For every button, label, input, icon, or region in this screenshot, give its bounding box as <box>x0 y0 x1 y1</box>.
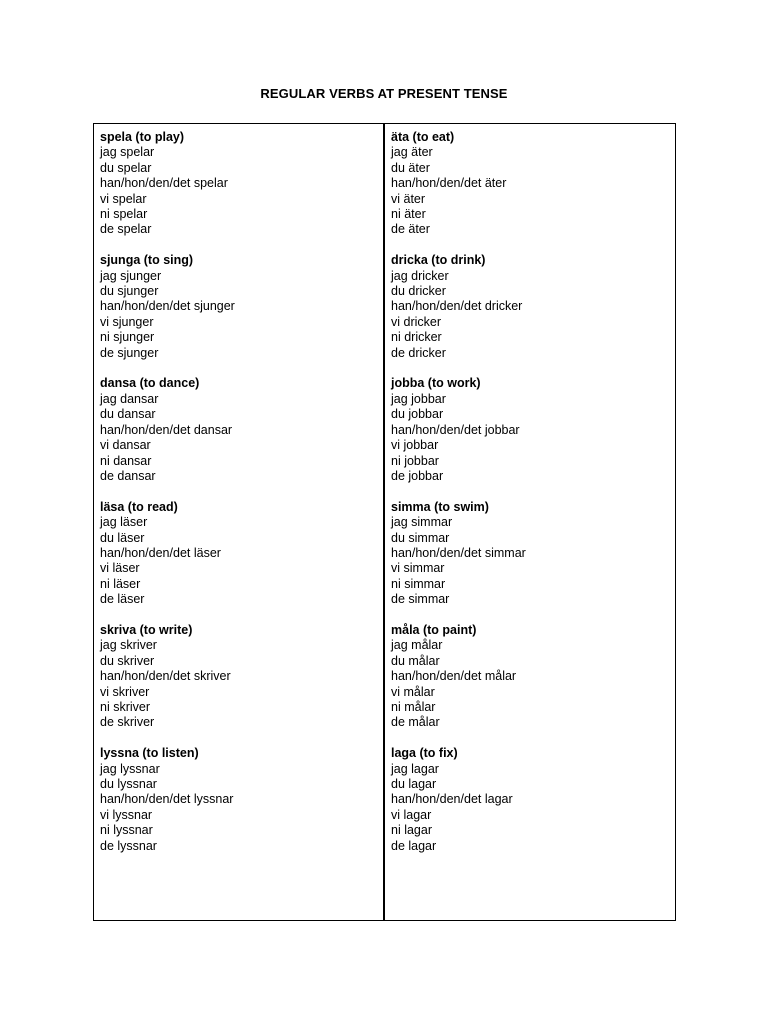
conjugation-line: ni målar <box>391 699 436 714</box>
verb-block <box>100 623 383 731</box>
conjugation-line: vi skriver <box>100 684 150 699</box>
conjugation-line: vi äter <box>391 191 426 206</box>
verb-block <box>391 500 675 608</box>
verb-block <box>100 130 383 238</box>
verb-block <box>391 746 675 854</box>
verb-block <box>391 130 675 238</box>
conjugation-line: vi målar <box>391 684 435 699</box>
conjugation-line: du lyssnar <box>100 776 157 791</box>
conjugation-line: ni äter <box>391 207 426 222</box>
conjugation-line: du skriver <box>100 653 155 668</box>
verb-title: dricka (to drink) <box>391 253 486 268</box>
conjugation-line: jag sjunger <box>100 268 162 283</box>
conjugation-line: ni lagar <box>391 823 432 838</box>
conjugation-line: han/hon/den/det spelar <box>100 176 228 191</box>
conjugation-line: vi dricker <box>391 314 442 329</box>
conjugation-line: ni sjunger <box>100 330 155 345</box>
conjugation-line: du äter <box>391 160 430 175</box>
verb-title: skriva (to write) <box>100 622 193 637</box>
conjugation-line: de simmar <box>391 592 450 607</box>
conjugation-line: ni jobbar <box>391 453 439 468</box>
conjugation-line: han/hon/den/det simmar <box>391 545 526 560</box>
conjugation-line: vi dansar <box>100 438 151 453</box>
verb-title: dansa (to dance) <box>100 376 200 391</box>
verb-title: jobba (to work) <box>391 376 481 391</box>
conjugation-line: du läser <box>100 530 145 545</box>
conjugation-line: han/hon/den/det dricker <box>391 299 523 314</box>
conjugation-line: du målar <box>391 653 440 668</box>
conjugation-line: jag läser <box>100 515 148 530</box>
conjugation-line: vi jobbar <box>391 438 439 453</box>
conjugation-line: du sjunger <box>100 284 159 299</box>
conjugation-line: ni skriver <box>100 699 151 714</box>
conjugation-line: de äter <box>391 222 430 237</box>
verb-title: äta (to eat) <box>391 130 455 144</box>
conjugation-line: jag jobbar <box>391 391 446 406</box>
conjugation-line: vi lyssnar <box>100 807 153 822</box>
conjugation-line: han/hon/den/det lyssnar <box>100 792 234 807</box>
conjugation-line: jag skriver <box>100 638 157 653</box>
conjugation-line: ni simmar <box>391 576 446 591</box>
conjugation-line: jag spelar <box>100 145 155 160</box>
conjugation-line: du simmar <box>391 530 450 545</box>
verb-title: lyssna (to listen) <box>100 746 199 761</box>
conjugation-line: jag dricker <box>391 268 449 283</box>
verb-column-right <box>385 124 675 920</box>
conjugation-line: vi simmar <box>391 561 445 576</box>
conjugation-line: han/hon/den/det sjunger <box>100 299 235 314</box>
verb-block <box>100 746 383 854</box>
page-title: REGULAR VERBS AT PRESENT TENSE <box>260 86 508 101</box>
verb-title: måla (to paint) <box>391 622 477 637</box>
verb-block <box>100 500 383 608</box>
verb-title: laga (to fix) <box>391 746 458 761</box>
conjugation-line: han/hon/den/det äter <box>391 176 507 191</box>
conjugation-line: vi sjunger <box>100 314 154 329</box>
conjugation-line: han/hon/den/det skriver <box>100 669 231 684</box>
conjugation-line: de läser <box>100 592 145 607</box>
conjugation-line: ni spelar <box>100 207 148 222</box>
verb-block <box>100 376 383 484</box>
conjugation-line: de målar <box>391 715 440 730</box>
conjugation-line: du lagar <box>391 776 437 791</box>
verb-title: spela (to play) <box>100 130 185 144</box>
conjugation-line: de dansar <box>100 468 156 483</box>
conjugation-line: du jobbar <box>391 407 444 422</box>
conjugation-line: de spelar <box>100 222 152 237</box>
verb-block <box>100 253 383 361</box>
verb-title: sjunga (to sing) <box>100 253 194 268</box>
conjugation-line: du dansar <box>100 407 156 422</box>
conjugation-line: jag lagar <box>391 761 439 776</box>
verb-block <box>391 253 675 361</box>
conjugation-line: du spelar <box>100 160 152 175</box>
verb-title: läsa (to read) <box>100 499 178 514</box>
conjugation-line: han/hon/den/det målar <box>391 669 517 684</box>
conjugation-line: ni lyssnar <box>100 823 153 838</box>
conjugation-line: de lyssnar <box>100 838 157 853</box>
verb-block <box>391 376 675 484</box>
verb-column-left <box>94 124 385 920</box>
conjugation-line: vi läser <box>100 561 140 576</box>
conjugation-line: vi lagar <box>391 807 432 822</box>
conjugation-line: han/hon/den/det läser <box>100 545 221 560</box>
conjugation-line: de lagar <box>391 838 437 853</box>
conjugation-line: ni läser <box>100 576 141 591</box>
conjugation-line: vi spelar <box>100 191 147 206</box>
conjugation-line: jag målar <box>391 638 443 653</box>
conjugation-line: han/hon/den/det lagar <box>391 792 513 807</box>
conjugation-line: de skriver <box>100 715 155 730</box>
verb-title: simma (to swim) <box>391 499 489 514</box>
conjugation-line: ni dricker <box>391 330 442 345</box>
verb-table <box>93 123 676 921</box>
conjugation-line: han/hon/den/det jobbar <box>391 422 520 437</box>
conjugation-line: ni dansar <box>100 453 152 468</box>
conjugation-line: jag dansar <box>100 391 159 406</box>
conjugation-line: de sjunger <box>100 345 159 360</box>
conjugation-line: jag äter <box>391 145 433 160</box>
conjugation-line: han/hon/den/det dansar <box>100 422 233 437</box>
conjugation-line: jag simmar <box>391 515 453 530</box>
conjugation-line: de dricker <box>391 345 446 360</box>
conjugation-line: du dricker <box>391 284 446 299</box>
conjugation-line: jag lyssnar <box>100 761 160 776</box>
verb-block <box>391 623 675 731</box>
conjugation-line: de jobbar <box>391 468 444 483</box>
